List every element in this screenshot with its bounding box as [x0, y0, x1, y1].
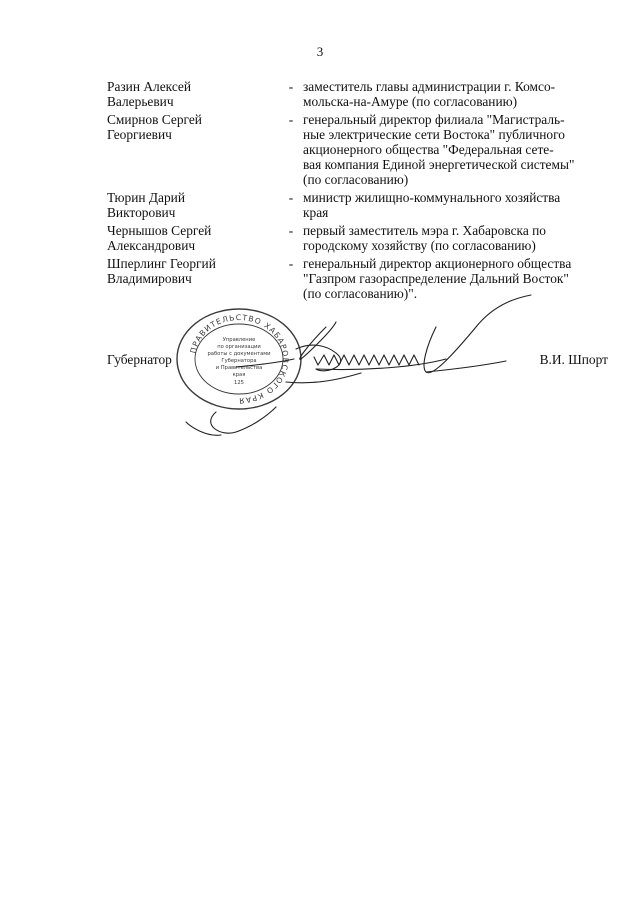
member-name — [107, 112, 275, 187]
page-number: 3 — [316, 44, 324, 59]
member-role — [303, 79, 611, 109]
member-dash: - — [288, 256, 294, 271]
member-row — [107, 223, 611, 253]
member-role-line: мольска-на-Амуре (по согласованию) — [303, 94, 518, 109]
member-role-line: первый заместитель мэра г. Хабаровска по — [303, 223, 546, 238]
handwritten-signature — [176, 287, 556, 447]
seal-center-line: 125 — [234, 380, 244, 386]
seal-center-line: работы с документами — [207, 351, 271, 357]
seal-center-line: Управление — [222, 337, 256, 343]
member-role-line: генеральный директор акционерного общества — [303, 256, 572, 271]
member-name-line: Чернышов Сергей — [107, 223, 212, 238]
member-row — [107, 190, 611, 220]
member-role-line: генеральный директор филиала "Магистраль- — [303, 112, 565, 127]
member-role — [303, 112, 611, 187]
member-role-line: ные электрические сети Востока" публичного — [303, 127, 565, 142]
seal-center-line: по организации — [217, 344, 261, 350]
seal-center-line: края — [232, 372, 246, 378]
member-dash: - — [288, 79, 294, 94]
member-name — [107, 223, 275, 253]
member-name-line: Александрович — [107, 238, 196, 253]
member-name-line: Смирнов Сергей — [107, 112, 202, 127]
member-role-line: городскому хозяйству (по согласованию) — [303, 238, 536, 253]
member-row — [107, 79, 611, 109]
governor-name: В.И. Шпорт — [539, 352, 608, 367]
member-role — [303, 223, 611, 253]
member-role — [303, 190, 611, 220]
member-dash: - — [288, 112, 294, 127]
member-dash: - — [288, 223, 294, 238]
seal-ring-text: ПРАВИТЕЛЬСТВО ХАБАРОВСКОГО КРАЯ — [188, 312, 291, 406]
member-name-line: Владимирович — [107, 271, 192, 286]
member-role-line: министр жилищно-коммунального хозяйства — [303, 190, 561, 205]
member-row — [107, 112, 611, 187]
member-role-line: края — [303, 205, 329, 220]
member-name-line: Тюрин Дарий — [107, 190, 185, 205]
member-role-line: акционерного общества "Федеральная сете- — [303, 142, 554, 157]
member-name-line: Шперлинг Георгий — [107, 256, 216, 271]
member-dash: - — [288, 190, 294, 205]
member-role-line: заместитель главы администрации г. Комсо- — [303, 79, 556, 94]
member-name — [107, 190, 275, 220]
member-name-line: Разин Алексей — [107, 79, 192, 94]
member-role-line: (по согласованию) — [303, 172, 409, 187]
member-role-line: (по согласованию)". — [303, 286, 418, 301]
member-role-line: вая компания Единой энергетической системы" — [303, 157, 575, 172]
seal-center-line: и Правительства — [215, 365, 263, 371]
governor-title: Губернатор — [107, 352, 172, 367]
member-name-line: Валерьевич — [107, 94, 174, 109]
member-name — [107, 79, 275, 109]
member-name-line: Георгиевич — [107, 127, 172, 142]
member-list — [107, 79, 611, 304]
seal-center-line: Губернатора — [221, 358, 257, 364]
member-role-line: "Газпром газораспределение Дальний Восток" — [303, 271, 569, 286]
member-name-line: Викторович — [107, 205, 176, 220]
